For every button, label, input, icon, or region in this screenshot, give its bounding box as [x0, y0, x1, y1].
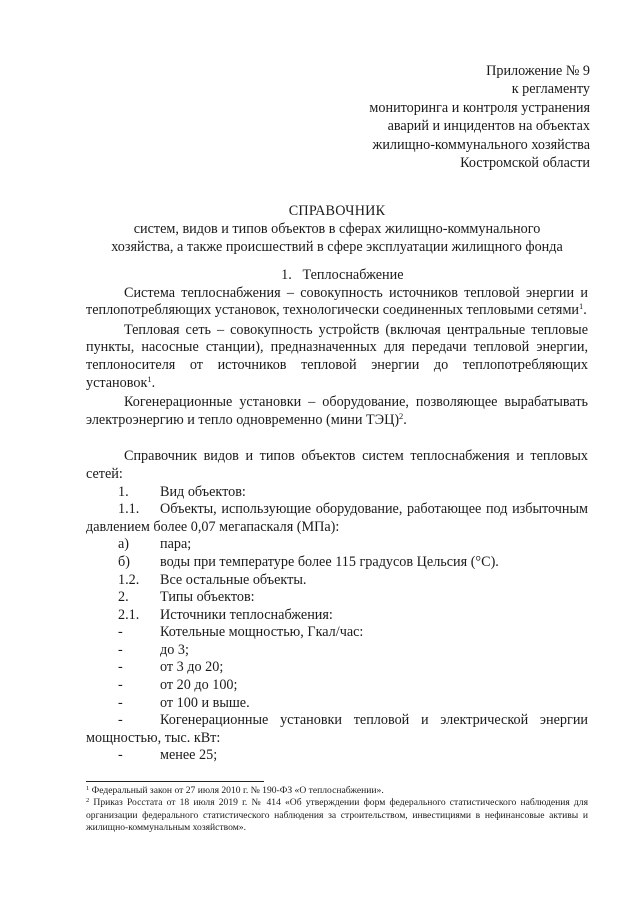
list-text: Типы объектов:: [160, 589, 255, 606]
list-item: [86, 677, 588, 695]
footnote-mark: 1: [86, 785, 90, 792]
list-item: [86, 747, 588, 765]
list-text: Котельные мощностью, Гкал/час:: [160, 624, 364, 641]
annex-line: Приложение № 9: [486, 63, 590, 79]
list-text: от 100 и выше.: [160, 694, 250, 711]
list-marker: -: [118, 712, 123, 729]
list-item: [86, 554, 588, 572]
list-marker: -: [118, 624, 123, 641]
document-title: [86, 202, 588, 257]
list-text: Когенерационные установки тепловой и электрической энергии мощностью, тыс. кВт:: [86, 712, 588, 746]
footnote-text: Приказ Росстата от 18 июля 2019 г. № 414 «Об утверждении форм федерального статистического наблюдения для организации федерального статистического наблюдения за строительством, инвестициями в нефинансовые активы и жилищно-коммунальным хозяйством».: [86, 797, 588, 834]
section-title: Теплоснабжение: [302, 267, 404, 283]
list-item: [86, 589, 588, 607]
list-text: пара;: [160, 536, 192, 553]
footnote-ref: 1: [147, 373, 152, 384]
list-item: [86, 536, 588, 554]
list-marker: 1.1.: [118, 501, 140, 518]
list-text: Все остальные объекты.: [160, 571, 307, 588]
title-sub-line: хозяйства, а также происшествий в сфере эксплуатации жилищного фонда: [111, 239, 563, 256]
section-number: 1.: [281, 267, 292, 283]
paragraph-reference-intro: Справочник видов и типов объектов систем теплоснабжения и тепловых сетей:: [86, 448, 588, 482]
list-item: [86, 659, 588, 677]
document-body: [86, 267, 588, 765]
punct: .: [403, 411, 407, 428]
footnote-1: [86, 785, 588, 797]
title-sub-line: систем, видов и типов объектов в сферах жилищно-коммунального: [133, 221, 541, 238]
list-text: Объекты, использующие оборудование, работающее под избыточным давлением более 0,07 мегапаскаля (МПа):: [86, 501, 588, 535]
title-main: СПРАВОЧНИК: [288, 203, 386, 219]
paragraph-heat-system: [86, 285, 588, 320]
list-marker: -: [118, 694, 123, 711]
list-text: от 3 до 20;: [160, 659, 224, 676]
list-item: [86, 484, 588, 502]
list-text: воды при температуре более 115 градусов Цельсия (°С).: [160, 553, 499, 570]
list-marker: -: [118, 659, 123, 676]
list-marker: -: [118, 677, 123, 694]
list-marker: 2.: [118, 589, 129, 606]
paragraph-text: Система теплоснабжения – совокупность источников тепловой энергии и теплопотребляющих установок, технологически соединенных тепловыми сетями: [86, 284, 588, 319]
paragraph-heat-network: [86, 322, 588, 392]
annex-line: аварий и инцидентов на объектах: [387, 118, 590, 135]
paragraph-text: Когенерационные установки – оборудование, позволяющее вырабатывать электроэнергию и тепло одновременно (мини ТЭЦ): [86, 394, 588, 428]
footnotes: [86, 785, 588, 835]
footnote-ref: 2: [399, 410, 404, 421]
list-marker: 1.: [118, 483, 129, 500]
annex-line: жилищно-коммунального хозяйства: [372, 136, 590, 153]
footnote-2: [86, 797, 588, 834]
list-marker: 1.2.: [118, 571, 140, 588]
list-text: Вид объектов:: [160, 483, 246, 500]
section-heading: [86, 267, 588, 285]
list-text: от 20 до 100;: [160, 677, 238, 694]
annex-line: к регламенту: [511, 81, 590, 98]
list-text: до 3;: [160, 641, 189, 658]
footnote-divider: [86, 781, 264, 782]
list-text: Источники теплоснабжения:: [160, 606, 333, 623]
list-item: [86, 642, 588, 660]
list-item: [86, 501, 588, 536]
list-item: [86, 712, 588, 747]
list-marker: а): [118, 536, 130, 553]
list-item: [86, 695, 588, 713]
punct: .: [583, 302, 587, 319]
footnote-ref: 1: [579, 301, 584, 312]
annex-header: [369, 62, 590, 172]
list-item: [86, 572, 588, 590]
list-marker: -: [118, 747, 123, 764]
list-text: менее 25;: [160, 747, 218, 764]
annex-line: мониторинга и контроля устранения: [369, 99, 590, 116]
list-item: [86, 607, 588, 625]
list-marker: -: [118, 641, 123, 658]
punct: .: [151, 374, 156, 391]
list-marker: б): [118, 553, 130, 570]
paragraph-text: Тепловая сеть – совокупность устройств (включая центральные тепловые пункты, насосные станции), предназначенных для передачи тепловой энергии, теплоносителя от источников тепловой энергии до теплопотребляющих установок: [86, 321, 588, 391]
annex-line: Костромской области: [460, 155, 590, 172]
paragraph-cogeneration: [86, 394, 588, 429]
footnote-mark: 2: [86, 797, 90, 805]
list-item: [86, 624, 588, 642]
footnote-text: Федеральный закон от 27 июля 2010 г. № 190-ФЗ «О теплоснабжении».: [89, 785, 384, 796]
list-marker: 2.1.: [118, 606, 140, 623]
